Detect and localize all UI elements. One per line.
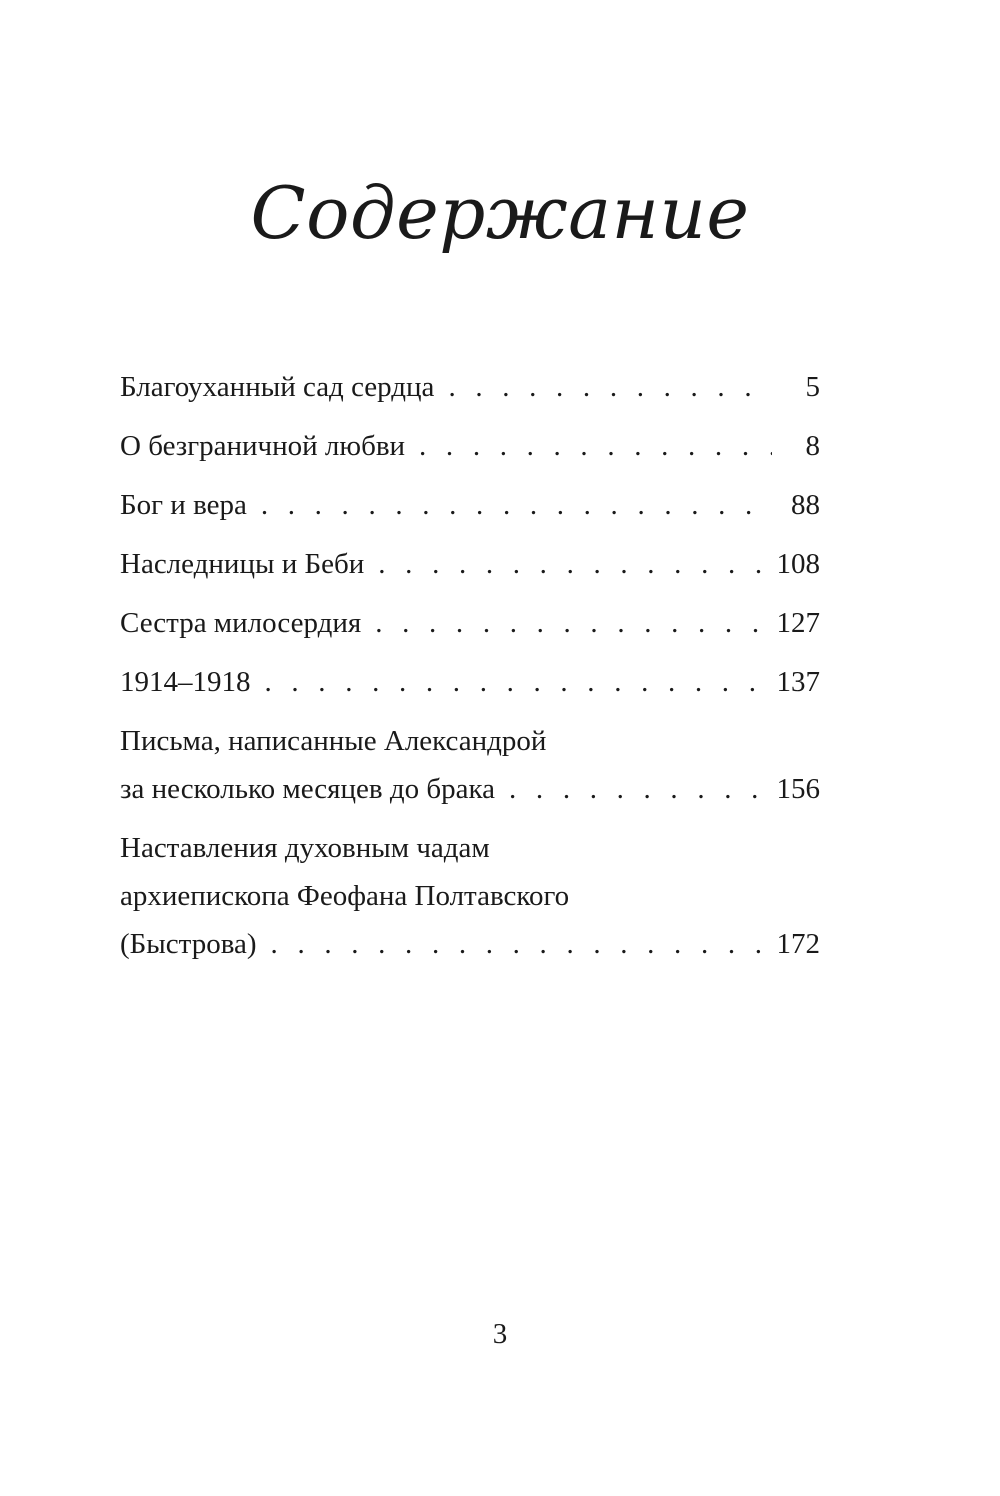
toc-entry-page-number: 127: [776, 607, 820, 639]
toc-entry-page-number: 5: [805, 371, 820, 403]
toc-entry-line: [120, 920, 820, 968]
toc-entry-title-line: Наставления духовным чадам: [120, 832, 490, 864]
toc-entry-page-number: 137: [776, 666, 820, 698]
toc-entry-line: [120, 363, 820, 411]
toc-entry-page-number: 108: [776, 548, 820, 580]
toc-entry[interactable]: [120, 658, 820, 706]
toc-entry-page-number: 8: [805, 430, 820, 462]
toc-entry-line: [120, 658, 820, 706]
table-of-contents: [120, 363, 820, 979]
toc-entry-title: (Быстрова): [120, 928, 257, 960]
toc-entry-title: за несколько месяцев до брака: [120, 773, 496, 805]
dot-leader: [495, 765, 772, 813]
toc-entry[interactable]: [120, 363, 820, 411]
toc-entry-title-line: архиепископа Феофана Полтавского: [120, 880, 570, 912]
toc-entry-title: Благоуханный сад сердца: [120, 371, 435, 403]
toc-entry-page-number: 156: [776, 773, 820, 805]
toc-entry-line: [120, 765, 820, 813]
toc-entry-line: [120, 422, 820, 470]
contents-heading: Содержание: [250, 171, 750, 255]
dot-leader: [405, 422, 772, 470]
toc-entry[interactable]: [120, 599, 820, 647]
toc-entry[interactable]: [120, 481, 820, 529]
toc-entry-page-number: 172: [776, 928, 820, 960]
toc-entry-title-line: Письма, написанные Александрой: [120, 725, 547, 757]
toc-entry-title: О безграничной любви: [120, 430, 406, 462]
toc-entry-line: [120, 540, 820, 588]
toc-entry-title: Бог и вера: [120, 489, 247, 521]
toc-entry-line: [120, 599, 820, 647]
dot-leader: [364, 540, 772, 588]
toc-entry-page-number: 88: [791, 489, 820, 521]
toc-entry-title: Наследницы и Беби: [120, 548, 365, 580]
toc-entry[interactable]: [120, 717, 820, 813]
dot-leader: [247, 481, 772, 529]
dot-leader: [434, 363, 772, 411]
page-number: 3: [492, 1318, 508, 1350]
toc-entry[interactable]: [120, 540, 820, 588]
toc-entry[interactable]: [120, 422, 820, 470]
dot-leader: [257, 920, 772, 968]
dot-leader: [361, 599, 772, 647]
dot-leader: [251, 658, 773, 706]
toc-entry-title: 1914–1918: [120, 666, 251, 698]
toc-entry[interactable]: [120, 824, 820, 968]
toc-entry-line: [120, 481, 820, 529]
toc-entry-title: Сестра милосердия: [120, 607, 362, 639]
